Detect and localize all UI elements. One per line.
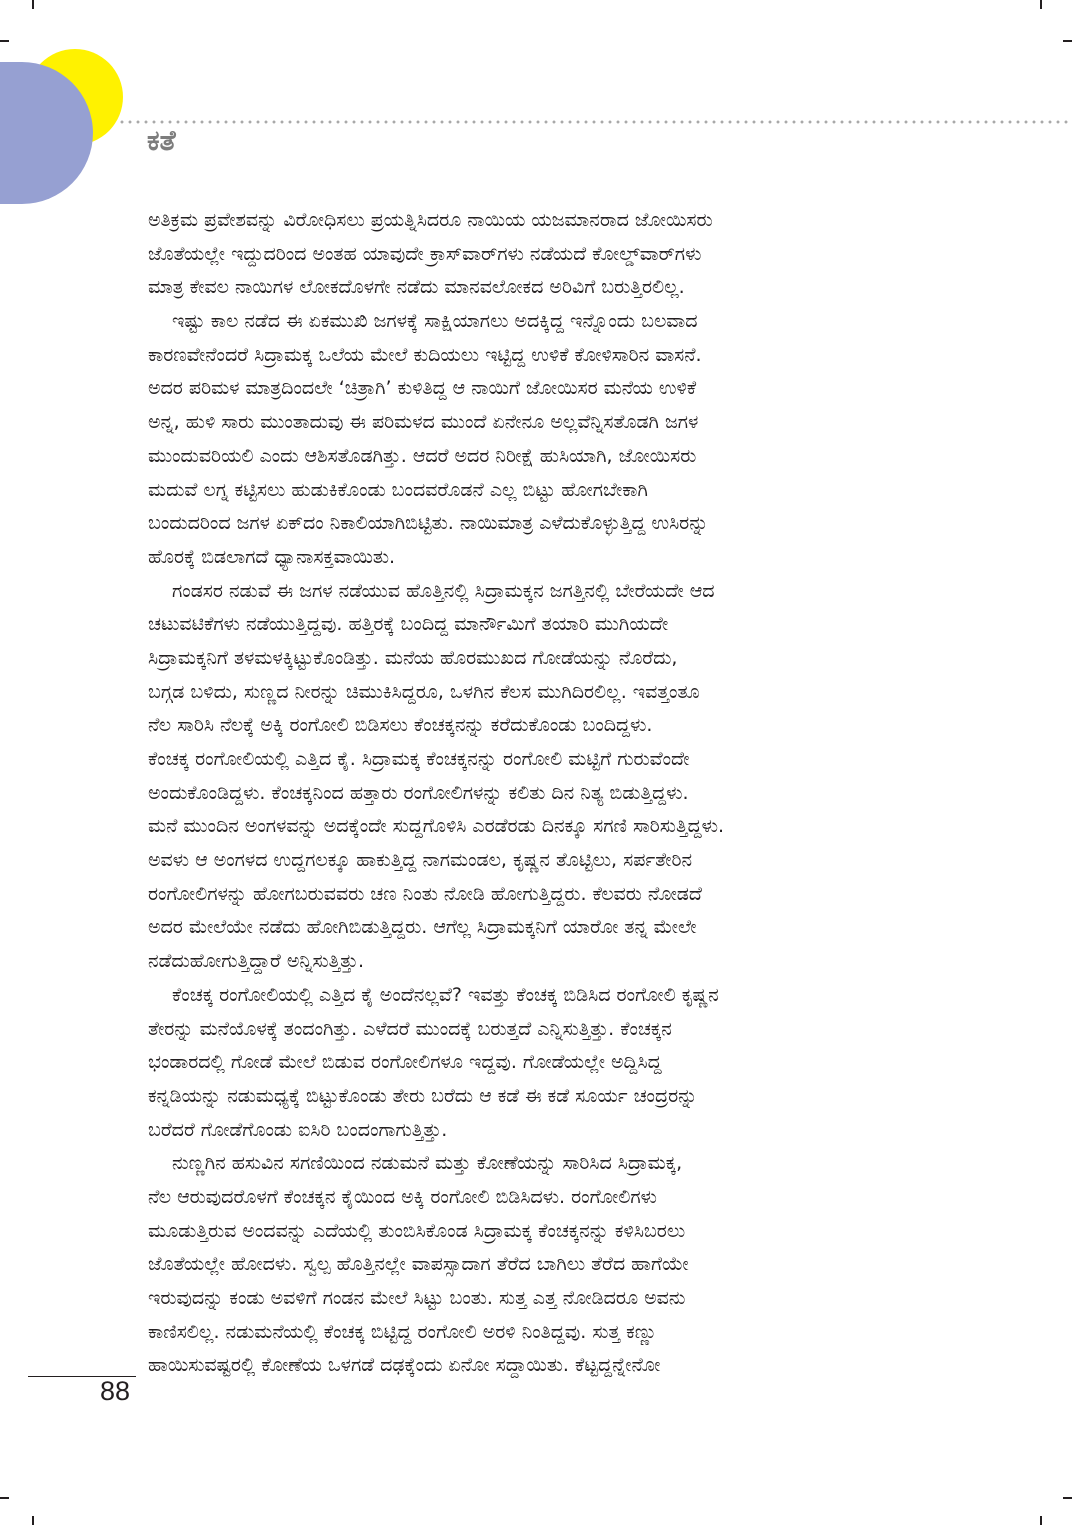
body-line: ಇಷ್ಟು ಕಾಲ ನಡೆದ ಈ ಏಕಮುಖಿ ಜಗಳಕ್ಕೆ ಸಾಕ್ಷಿಯಾಗಲು ಅದಕ್ಕಿದ್ದ ಇನ್ನೊಂದು ಬಲವಾದ — [172, 310, 698, 333]
body-line: ತೇರನ್ನು ಮನೆಯೊಳಕ್ಕೆ ತಂದಂಗಿತ್ತು. ಎಳೆದರೆ ಮುಂದಕ್ಕೆ ಬರುತ್ತದೆ ಎನ್ನಿಸುತ್ತಿತ್ತು. ಕೆಂಚಕ್ಕನ — [148, 1017, 672, 1040]
body-line: ಕಾರಣವೇನೆಂದರೆ ಸಿದ್ರಾಮಕ್ಕ ಒಲೆಯ ಮೇಲೆ ಕುದಿಯಲು ಇಟ್ಟಿದ್ದ ಉಳಿಕೆ ಕೋಳಿಸಾರಿನ ವಾಸನೆ. — [148, 343, 702, 366]
body-line: ಜೊತೆಯಲ್ಲೇ ಹೋದಳು. ಸ್ವಲ್ಪ ಹೊತ್ತಿನಲ್ಲೇ ವಾಪಸ್ಸಾದಾಗ ತೆರೆದ ಬಾಗಿಲು ತೆರೆದ ಹಾಗೆಯೇ — [148, 1253, 689, 1276]
body-line: ಜೊತೆಯಲ್ಲೇ ಇದ್ದುದರಿಂದ ಅಂತಹ ಯಾವುದೇ ಕ್ರಾಸ್‌ವಾರ್‌ಗಳು ನಡೆಯದೆ ಕೋಲ್ಡ್‌ವಾರ್‌ಗಳು — [148, 242, 702, 265]
page-number: 88 — [100, 1376, 131, 1406]
body-line: ನೆಲ ಆರುವುದರೊಳಗೆ ಕೆಂಚಕ್ಕನ ಕೈಯಿಂದ ಅಕ್ಕಿ ರಂಗೋಲಿ ಬಿಡಿಸಿದಳು. ರಂಗೋಲಿಗಳು — [148, 1185, 657, 1208]
body-line: ಸಿದ್ರಾಮಕ್ಕನಿಗೆ ತಳಮಳಕ್ಕಿಟ್ಟುಕೊಂಡಿತ್ತು. ಮನೆಯ ಹೊರಮುಖದ ಗೋಡೆಯನ್ನು ನೊರೆದು, — [148, 646, 678, 669]
crop-mark-right-bottom — [1063, 1497, 1072, 1499]
body-line: ಚಟುವಟಿಕೆಗಳು ನಡೆಯುತ್ತಿದ್ದವು. ಹತ್ತಿರಕ್ಕೆ ಬಂದಿದ್ದ ಮಾರ್ನೌಮಿಗೆ ತಯಾರಿ ಮುಗಿಯದೇ — [148, 613, 669, 636]
body-line: ಕನ್ನಡಿಯನ್ನು ನಡುಮಧ್ಯಕ್ಕೆ ಬಿಟ್ಟುಕೊಂಡು ತೇರು ಬರೆದು ಆ ಕಡೆ ಈ ಕಡೆ ಸೂರ್ಯ ಚಂದ್ರರನ್ನು — [148, 1084, 698, 1107]
body-line: ಅತಿಕ್ರಮ ಪ್ರವೇಶವನ್ನು ವಿರೋಧಿಸಲು ಪ್ರಯತ್ನಿಸಿದರೂ ನಾಯಿಯ ಯಜಮಾನರಾದ ಜೋಯಿಸರು — [148, 209, 713, 231]
body-line: ನಡೆದುಹೋಗುತ್ತಿದ್ದಾರೆ ಅನ್ನಿಸುತ್ತಿತ್ತು. — [148, 950, 365, 973]
body-line: ಬರೆದರೆ ಗೋಡೆಗೊಂಡು ಐಸಿರಿ ಬಂದಂಗಾಗುತ್ತಿತ್ತು. — [148, 1118, 448, 1141]
section-label: ಕತೆ — [147, 124, 176, 157]
body-line: ಮುಂದುವರಿಯಲಿ ಎಂದು ಆಶಿಸತೊಡಗಿತ್ತು. ಆದರೆ ಅದರ ನಿರೀಕ್ಷೆ ಹುಸಿಯಾಗಿ, ಜೋಯಿಸರು — [148, 444, 697, 467]
body-line: ಅದರ ಮೇಲೆಯೇ ನಡೆದು ಹೋಗಿಬಿಡುತ್ತಿದ್ದರು. ಆಗೆಲ್ಲ ಸಿದ್ರಾಮಕ್ಕನಿಗೆ ಯಾರೋ ತನ್ನ ಮೇಲೇ — [148, 916, 697, 939]
body-line: ಬಂದುದರಿಂದ ಜಗಳ ಏಕ್‌ದಂ ನಿಕಾಲಿಯಾಗಿಬಿಟ್ಟಿತು. ನಾಯಿಮಾತ್ರ ಎಳೆದುಕೊಳ್ಳುತ್ತಿದ್ದ ಉಸಿರನ್ನು — [148, 512, 709, 535]
body-line: ನೆಲ ಸಾರಿಸಿ ನೆಲಕ್ಕೆ ಅಕ್ಕಿ ರಂಗೋಲಿ ಬಿಡಿಸಲು ಕೆಂಚಕ್ಕನನ್ನು ಕರೆದುಕೊಂಡು ಬಂದಿದ್ದಳು. — [148, 714, 653, 737]
body-line: ಕೆಂಚಕ್ಕ ರಂಗೋಲಿಯಲ್ಲಿ ಎತ್ತಿದ ಕೈ. ಸಿದ್ರಾಮಕ್ಕ ಕೆಂಚಕ್ಕನನ್ನು ರಂಗೋಲಿ ಮಟ್ಟಿಗೆ ಗುರುವೆಂದೇ — [148, 748, 690, 770]
crop-mark-bottom-left — [32, 1516, 34, 1525]
dotted-rule — [118, 120, 1072, 124]
body-line: ಅಂದುಕೊಂಡಿದ್ದಳು. ಕೆಂಚಕ್ಕನಿಂದ ಹತ್ತಾರು ರಂಗೋಲಿಗಳನ್ನು ಕಲಿತು ದಿನ ನಿತ್ಯ ಬಿಡುತ್ತಿದ್ದಳು. — [148, 781, 689, 804]
crop-mark-left-bottom — [0, 1497, 9, 1499]
body-line: ಭಂಡಾರದಲ್ಲಿ ಗೋಡೆ ಮೇಲೆ ಬಿಡುವ ರಂಗೋಲಿಗಳೂ ಇದ್ದವು. ಗೋಡೆಯಲ್ಲೇ ಅದ್ದಿಸಿದ್ದ — [148, 1051, 662, 1074]
body-line: ಮದುವೆ ಲಗ್ನ ಕಟ್ಟಿಸಲು ಹುಡುಕಿಕೊಂಡು ಬಂದವರೊಡನೆ ಎಲ್ಲ ಬಿಟ್ಟು ಹೋಗಬೇಕಾಗಿ — [148, 478, 648, 501]
body-line: ಮಾತ್ರ ಕೇವಲ ನಾಯಿಗಳ ಲೋಕದೊಳಗೇ ನಡೆದು ಮಾನವಲೋಕದ ಅರಿವಿಗೆ ಬರುತ್ತಿರಲಿಲ್ಲ. — [148, 276, 685, 299]
body-line: ಅನ್ನ, ಹುಳಿ ಸಾರು ಮುಂತಾದುವು ಈ ಪರಿಮಳದ ಮುಂದೆ ಏನೇನೂ ಅಲ್ಲವೆನ್ನಿಸತೊಡಗಿ ಜಗಳ — [148, 411, 699, 434]
decorative-circles — [0, 0, 140, 230]
body-line: ಮೂಡುತ್ತಿರುವ ಅಂದವನ್ನು ಎದೆಯಲ್ಲಿ ತುಂಬಿಸಿಕೊಂಡ ಸಿದ್ರಾಮಕ್ಕ ಕೆಂಚಕ್ಕನನ್ನು ಕಳಿಸಿಬರಲು — [148, 1219, 686, 1242]
body-line: ಹಾಯಿಸುವಷ್ಟರಲ್ಲಿ ಕೋಣೆಯ ಒಳಗಡೆ ದಢಕ್ಕೆಂದು ಏನೋ ಸದ್ದಾಯಿತು. ಕೆಟ್ಟದ್ದನ್ನೇನೋ — [148, 1354, 661, 1377]
body-line: ನುಣ್ಣಗಿನ ಹಸುವಿನ ಸಗಣಿಯಿಂದ ನಡುಮನೆ ಮತ್ತು ಕೋಣೆಯನ್ನು ಸಾರಿಸಿದ ಸಿದ್ರಾಮಕ್ಕ, — [172, 1152, 683, 1175]
body-line: ಕೆಂಚಕ್ಕ ರಂಗೋಲಿಯಲ್ಲಿ ಎತ್ತಿದ ಕೈ ಅಂದೆನಲ್ಲವೆ? ಇವತ್ತು ಕೆಂಚಕ್ಕ ಬಿಡಿಸಿದ ರಂಗೋಲಿ ಕೃಷ್ಣನ — [172, 983, 719, 1006]
body-line: ಅದರ ಪರಿಮಳ ಮಾತ್ರದಿಂದಲೇ ‘ಚಿತ್ರಾಗಿ’ ಕುಳಿತಿದ್ದ ಆ ನಾಯಿಗೆ ಜೋಯಿಸರ ಮನೆಯ ಉಳಿಕೆ — [148, 377, 697, 400]
body-line: ಗಂಡಸರ ನಡುವೆ ಈ ಜಗಳ ನಡೆಯುವ ಹೊತ್ತಿನಲ್ಲಿ ಸಿದ್ರಾಮಕ್ಕನ ಜಗತ್ತಿನಲ್ಲಿ ಬೇರೆಯದೇ ಆದ — [172, 579, 715, 602]
body-line: ಕಾಣಿಸಲಿಲ್ಲ. ನಡುಮನೆಯಲ್ಲಿ ಕೆಂಚಕ್ಕ ಬಿಟ್ಟಿದ್ದ ರಂಗೋಲಿ ಅರಳಿ ನಿಂತಿದ್ದವು. ಸುತ್ತ ಕಣ್ಣು — [148, 1320, 657, 1343]
crop-mark-bottom-right — [1040, 1516, 1042, 1525]
body-line: ಇರುವುದನ್ನು ಕಂಡು ಅವಳಿಗೆ ಗಂಡನ ಮೇಲೆ ಸಿಟ್ಟು ಬಂತು. ಸುತ್ತ ಎತ್ತ ನೋಡಿದರೂ ಅವನು — [148, 1287, 686, 1309]
body-line: ಮನೆ ಮುಂದಿನ ಅಂಗಳವನ್ನು ಅದಕ್ಕೆಂದೇ ಸುದ್ದಗೊಳಿಸಿ ಎರಡೆರಡು ದಿನಕ್ಕೂ ಸಗಣಿ ಸಾರಿಸುತ್ತಿದ್ದಳು. — [148, 815, 725, 838]
body-line: ಅವಳು ಆ ಅಂಗಳದ ಉದ್ದಗಲಕ್ಕೂ ಹಾಕುತ್ತಿದ್ದ ನಾಗಮಂಡಲ, ಕೃಷ್ಣನ ತೊಟ್ಟಿಲು, ಸರ್ಪತೇರಿನ — [148, 849, 693, 872]
story-body — [148, 204, 948, 1383]
crop-mark-right-top — [1063, 40, 1072, 42]
crop-mark-top-right — [1040, 0, 1042, 9]
body-line: ಬಗ್ಗಡ ಬಳಿದು, ಸುಣ್ಣದ ನೀರನ್ನು ಚಿಮುಕಿಸಿದ್ದರೂ, ಒಳಗಿನ ಕೆಲಸ ಮುಗಿದಿರಲಿಲ್ಲ. ಇವತ್ತಂತೂ — [148, 680, 700, 703]
body-line: ರಂಗೋಲಿಗಳನ್ನು ಹೋಗಬರುವವರು ಚಣ ನಿಂತು ನೋಡಿ ಹೋಗುತ್ತಿದ್ದರು. ಕೆಲವರು ನೋಡದೆ — [148, 882, 702, 905]
body-line: ಹೊರಕ್ಕೆ ಬಿಡಲಾಗದೆ ಧ್ಯಾನಾಸಕ್ತವಾಯಿತು. — [148, 545, 396, 568]
